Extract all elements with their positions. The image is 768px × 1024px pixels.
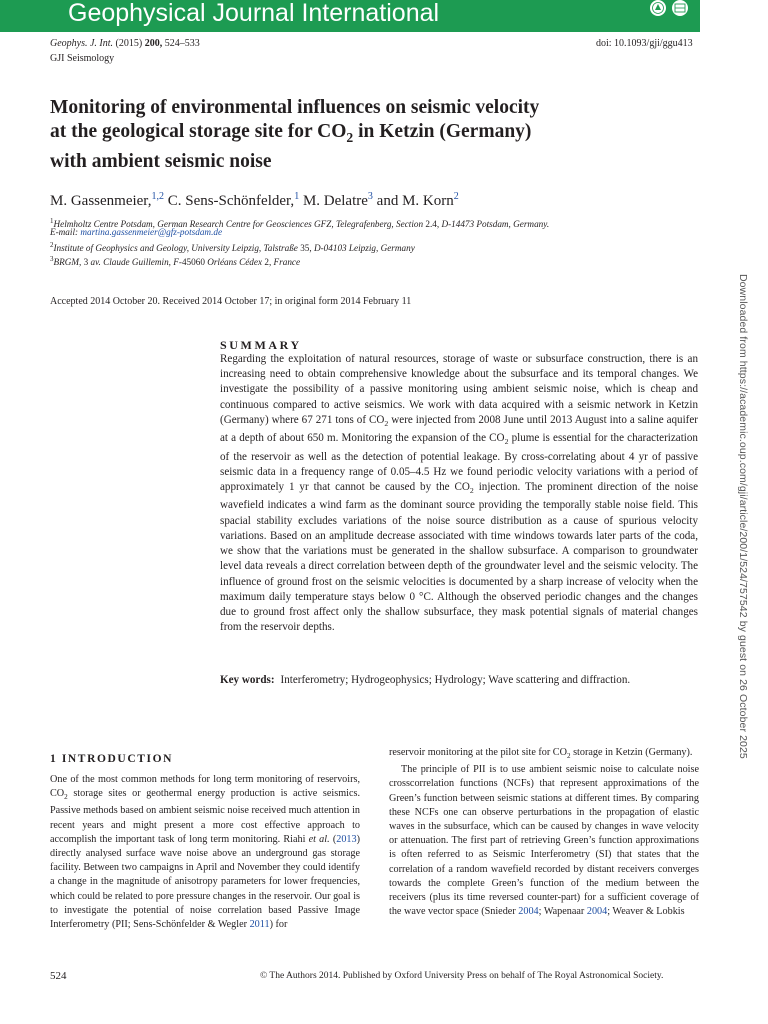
right-column xyxy=(389,746,699,919)
intro-paragraph: reservoir monitoring at the pilot site for $CO_2$ storage in Ketzin (Germany). xyxy=(389,747,693,761)
download-note: Downloaded from https://academic.oup.com/gji/article/200/1/524/757542 by guest on 26 October 2025 xyxy=(737,274,749,759)
email-line: E-mail: martina.gassenmeier@gfz-potsdam.de xyxy=(50,227,223,237)
submission-dates: Accepted 2014 October 20. Received 2014 October 17; in original form 2014 February 11 xyxy=(50,296,412,307)
section-label: GJI Seismology xyxy=(50,53,115,64)
affil-link[interactable]: 3 xyxy=(367,191,373,202)
keywords: Key words: Interferometry; Hydrogeophysics; Hydrology; Wave scattering and diffraction. xyxy=(220,674,631,686)
affiliation-3: $^3$BRGM, 3 av. Claude Guillemin, F-45060 Orléans Cédex 2, France xyxy=(50,255,301,268)
page-number: 524 xyxy=(50,970,67,982)
author-list: M. Gassenmeier,$^{1,2}$ C. Sens-Schönfelder,$^1$ M. Delatre$^3$ and M. Korn$^2$ xyxy=(50,191,459,209)
affiliation-2: $^2$Institute of Geophysics and Geology, University Leipzig, Talstraße 35, D-04103 Leipzig, Germany xyxy=(50,241,415,254)
journal-banner xyxy=(0,0,700,32)
doi[interactable]: doi: 10.1093/gji/ggu413 xyxy=(596,38,693,49)
citation-link[interactable]: 2004 xyxy=(586,906,608,918)
summary-heading: SUMMARY xyxy=(220,338,302,352)
summary-text: Regarding the exploitation of natural resources, storage of waste or subsurface construction, there is an increasing need to obtain comprehensive knowledge about the subsurface and its temporal changes. We investigate the possibility of a passive monitoring using ambient seismic noise, which is cheap and continuous compared to active seismics. We work with data acquired with a seismic network in Ketzin (Germany) where 67 271 tons of $CO_2$ were injected from 2008 June until 2013 August into a saline aquifer at a depth of about 650 m. Monitoring the expansion of the $CO_2$ plume is essential for the characterization of the reservoir as well as the detection of potential leakage. By cross-correlating about 4 yr of passive seismic data in a frequency range of 0.05–4.5 Hz we found periodic velocity variations with a period of approximately 1 yr that cannot be caused by the $CO_2$ injection. The prominent direction of the noise wavefield indicates a wind farm as the dominant source providing the temporally stable noise field. This spacial stability excludes variations of the noise source distribution as a cause of spurious velocity variations. Based on an amplitude decrease associated with time windows towards later parts of the coda, we show that the variations must be generated in the shallow subsurface. A comparison to groundwater level data reveals a direct correlation between depth of the groundwater level and the seismic velocity. The influence of ground frost on the seismic velocities is documented by a sharp increase of velocity when the maximum daily temperature stays below 0 °C. Although the observed periodic changes and the changes due to ground frost affect only the shallow subsurface, they mask potential signals of material changes from the reservoir depths. xyxy=(220,353,698,634)
citation: Geophys. J. Int. (2015) 200, 524–533 xyxy=(50,38,200,49)
email-link[interactable]: martina.gassenmeier@gfz-potsdam.de xyxy=(80,227,223,237)
paper-title: Monitoring of environmental influences on seismic velocity at the geological storage site for $CO_2$ in Ketzin (Germany) with ambient seismic noise xyxy=(50,97,540,172)
copyright: © The Authors 2014. Published by Oxford University Press on behalf of The Royal Astronomical Society. xyxy=(260,971,664,981)
citation-link[interactable]: 2011 xyxy=(249,919,270,931)
citation-link[interactable]: 2004 xyxy=(518,906,539,918)
left-column xyxy=(50,773,360,932)
society-logos xyxy=(646,0,694,18)
section-heading-introduction: 1 INTRODUCTION xyxy=(50,753,174,765)
affil-link[interactable]: 1,2 xyxy=(151,191,164,202)
intro-paragraph: The principle of PII is to use ambient seismic noise to calculate noise crosscorrelation functions (NCFs) that represent approximations of the Green’s function between seismic stations at different times. By comparing these NCFs one can observe perturbations in the propagation of elastic waves in the subsurface, which can be caused by changes in wave velocity or attenuation. The first part of retrieving Green’s function approximations is often referred to as Seismic Interferometry (SI) that states that the correlation of a random wavefield recorded by distant receivers converges towards the complete Green’s function of the medium between the receivers (plus its time reversed counter-part) for a sufficient coverage of the wave vector space (Snieder 2004; Wapenaar 2004; Weaver & Lobkis xyxy=(389,764,699,918)
citation-link[interactable]: 2013 xyxy=(336,833,357,845)
affiliation-1: $^1$Helmholtz Centre Potsdam, German Research Centre for Geosciences GFZ, Telegrafenberg, Section 2.4, D-14473 Potsdam, Germany. xyxy=(50,217,550,230)
affil-link[interactable]: 1 xyxy=(294,191,300,202)
journal-name: Geophysical Journal International xyxy=(68,0,440,27)
intro-paragraph: One of the most common methods for long term monitoring of reservoirs, $CO_2$ storage sites or geothermal energy production is active seismics. Passive methods based on ambient seismic noise received much attention in recent years and might present a more cost effective approach to accomplish the important task of long term monitoring. Riahi et al. (2013) directly analysed surface wave noise above an underground gas storage facility. Between two campaigns in April and November they could identify a change in the magnitude of anisotropy parameters for lower frequencies, which could be related to pore pressure changes in the reservoir. Our goal is to investigate the potential of noise correlation based Passive Image Interferometry (PII; Sens-Schönfelder & Wegler 2011) for xyxy=(50,774,360,931)
affil-link[interactable]: 2 xyxy=(453,191,459,202)
